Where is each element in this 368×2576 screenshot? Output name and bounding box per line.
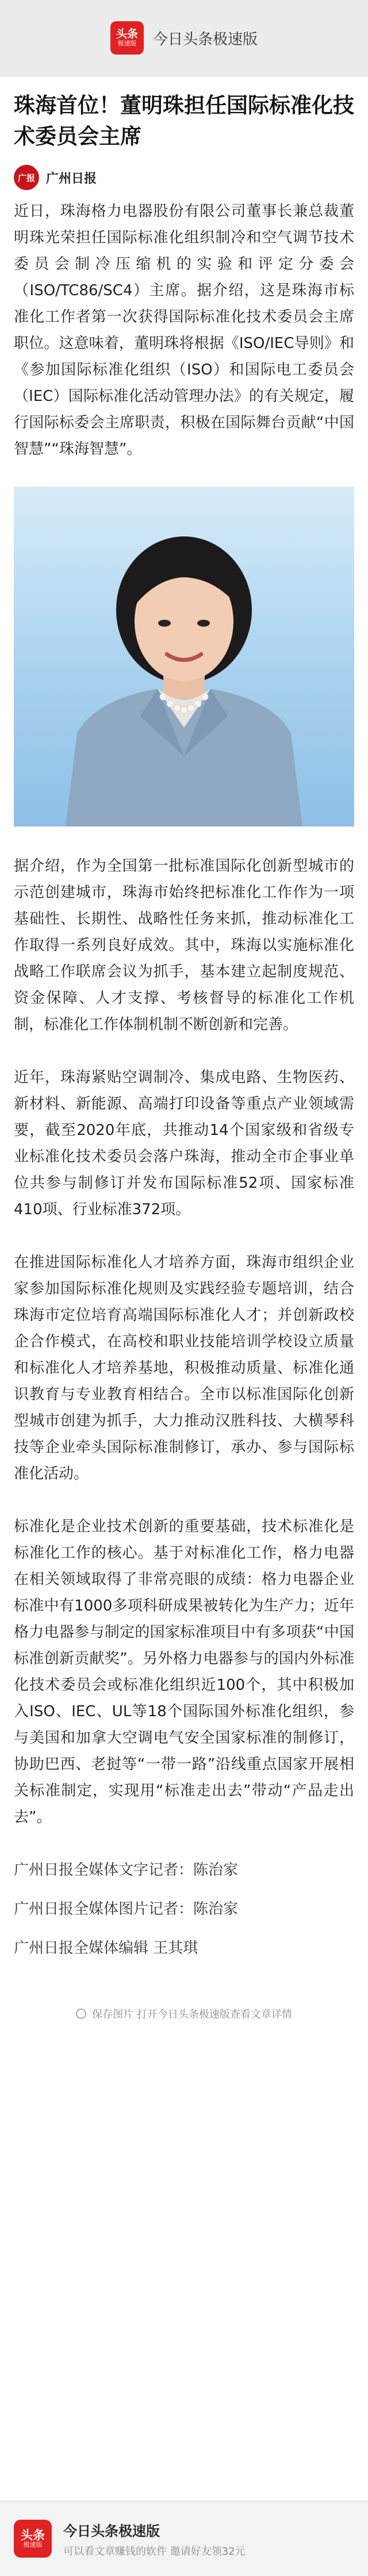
download-app-banner[interactable]	[0, 2501, 368, 2576]
portrait-illustration	[14, 486, 354, 827]
app-name: 今日头条极速版	[152, 30, 258, 48]
banner-app-name: 今日头条极速版	[63, 2523, 160, 2539]
article-paragraph: 近日，珠海格力电器股份有限公司董事长兼总裁董明珠光荣担任国际标准化组织制冷和空气调节技术委员会制冷压缩机的实验和评定分委会（ISO/TC86/SC4）主席。据介绍，这是珠海市标准化工作者第一次获得国际标准化技术委员会主席职位。这意味着，董明珠将根据《ISO/IEC导则》和《参加国际标准化组织（ISO）和国际电工委员会（IEC）国际标准化活动管理办法》的有关规定，履行国际标委会主席职责，积极在国际舞台贡献“中国智慧”“珠海智慧”。	[14, 203, 354, 458]
banner-text	[63, 2520, 246, 2558]
article-paragraph: 近年，珠海紧贴空调制冷、集成电路、生物医药、新材料、新能源、高端打印设备等重点产业领域需要，截至2020年底，共推动14个国家级和省级专业标准化技术委员会落户珠海，推动全市企事业单位共参与制修订并发布国际标准52项、国家标准410项、行业标准372项。	[14, 1069, 354, 1218]
banner-logo-text-sub: 极速版	[23, 2541, 43, 2549]
article	[0, 90, 368, 2021]
author-name[interactable]: 广州日报	[46, 171, 97, 186]
article-paragraph: 标准化是企业技术创新的重要基础，技术标准化是标准化工作的核心。基于对标准化工作，格力电器在相关领域取得了非常亮眼的成绩：格力电器企业标准中有1000多项科研成果被转化为生产力；近年格力电器参与制定的国家标准项目中有多项获“中国标准创新贡献奖”。另外格力电器参与的国内外标准化技术委员会或标准化组织近100个，其中积极加入ISO、IEC、UL等18个国际国外标准化组织，参与美国和加拿大空调电气安全国家标准的制修订，协助巴西、老挝等“一带一路”沿线重点国家开展相关标准制定，实现用“标准走出去”带动“产品走出去”。	[14, 1518, 354, 1826]
credit-photo-reporter: 广州日报全媒体图片记者：陈治家	[14, 1901, 239, 1918]
article-photo[interactable]	[14, 486, 354, 827]
article-title: 珠海首位！董明珠担任国际标准化技术委员会主席	[14, 93, 354, 149]
app-logo-text-main: 头条	[116, 28, 138, 41]
credit-text-reporter: 广州日报全媒体文字记者：陈治家	[14, 1861, 239, 1879]
save-image-hint[interactable]	[14, 2006, 354, 2021]
save-image-hint-text: 保存图片 打开今日头条极速版查看文章详情	[92, 2009, 292, 2021]
article-paragraph: 在推进国际标准化人才培养方面，珠海市组织企业家参加国际标准化规则及实践经验专题培训，结合珠海市定位培育高端国际标准化人才；并创新政校企合作模式，在高校和职业技能培训学校设立质量和标准化人才培养基地，积极推动质量、标准化通识教育与专业教育相结合。全市以标准国际化创新型城市创建为抓手，大力推动汉胜科技、大横琴科技等企业牵头国际标准制修订，承办、参与国际标准化活动。	[14, 1254, 354, 1482]
info-icon	[76, 2009, 86, 2019]
author-avatar[interactable]: 广报	[14, 165, 39, 190]
banner-slogan: 可以看文章赚钱的软件 邀请好友领32元	[63, 2545, 246, 2558]
credit-editor: 广州日报全媒体编辑 王其琪	[14, 1940, 198, 1957]
banner-app-logo	[14, 2520, 52, 2558]
app-logo	[110, 21, 144, 55]
author-row[interactable]	[14, 165, 354, 190]
app-header	[0, 0, 368, 76]
banner-logo-text-main: 头条	[21, 2528, 45, 2543]
app-logo-text-sub: 极速版	[117, 40, 137, 48]
article-paragraph: 据介绍，作为全国第一批标准国际化创新型城市的示范创建城市，珠海市始终把标准化工作作为一项基础性、长期性、战略性任务来抓，推动标准化工作取得一系列良好成效。其中，珠海以实施标准化战略工作联席会议为抓手，基本建立起制度规范、资金保障、人才支撑、考核督导的标准化工作机制，标准化工作体制机制不断创新和完善。	[14, 858, 354, 1033]
